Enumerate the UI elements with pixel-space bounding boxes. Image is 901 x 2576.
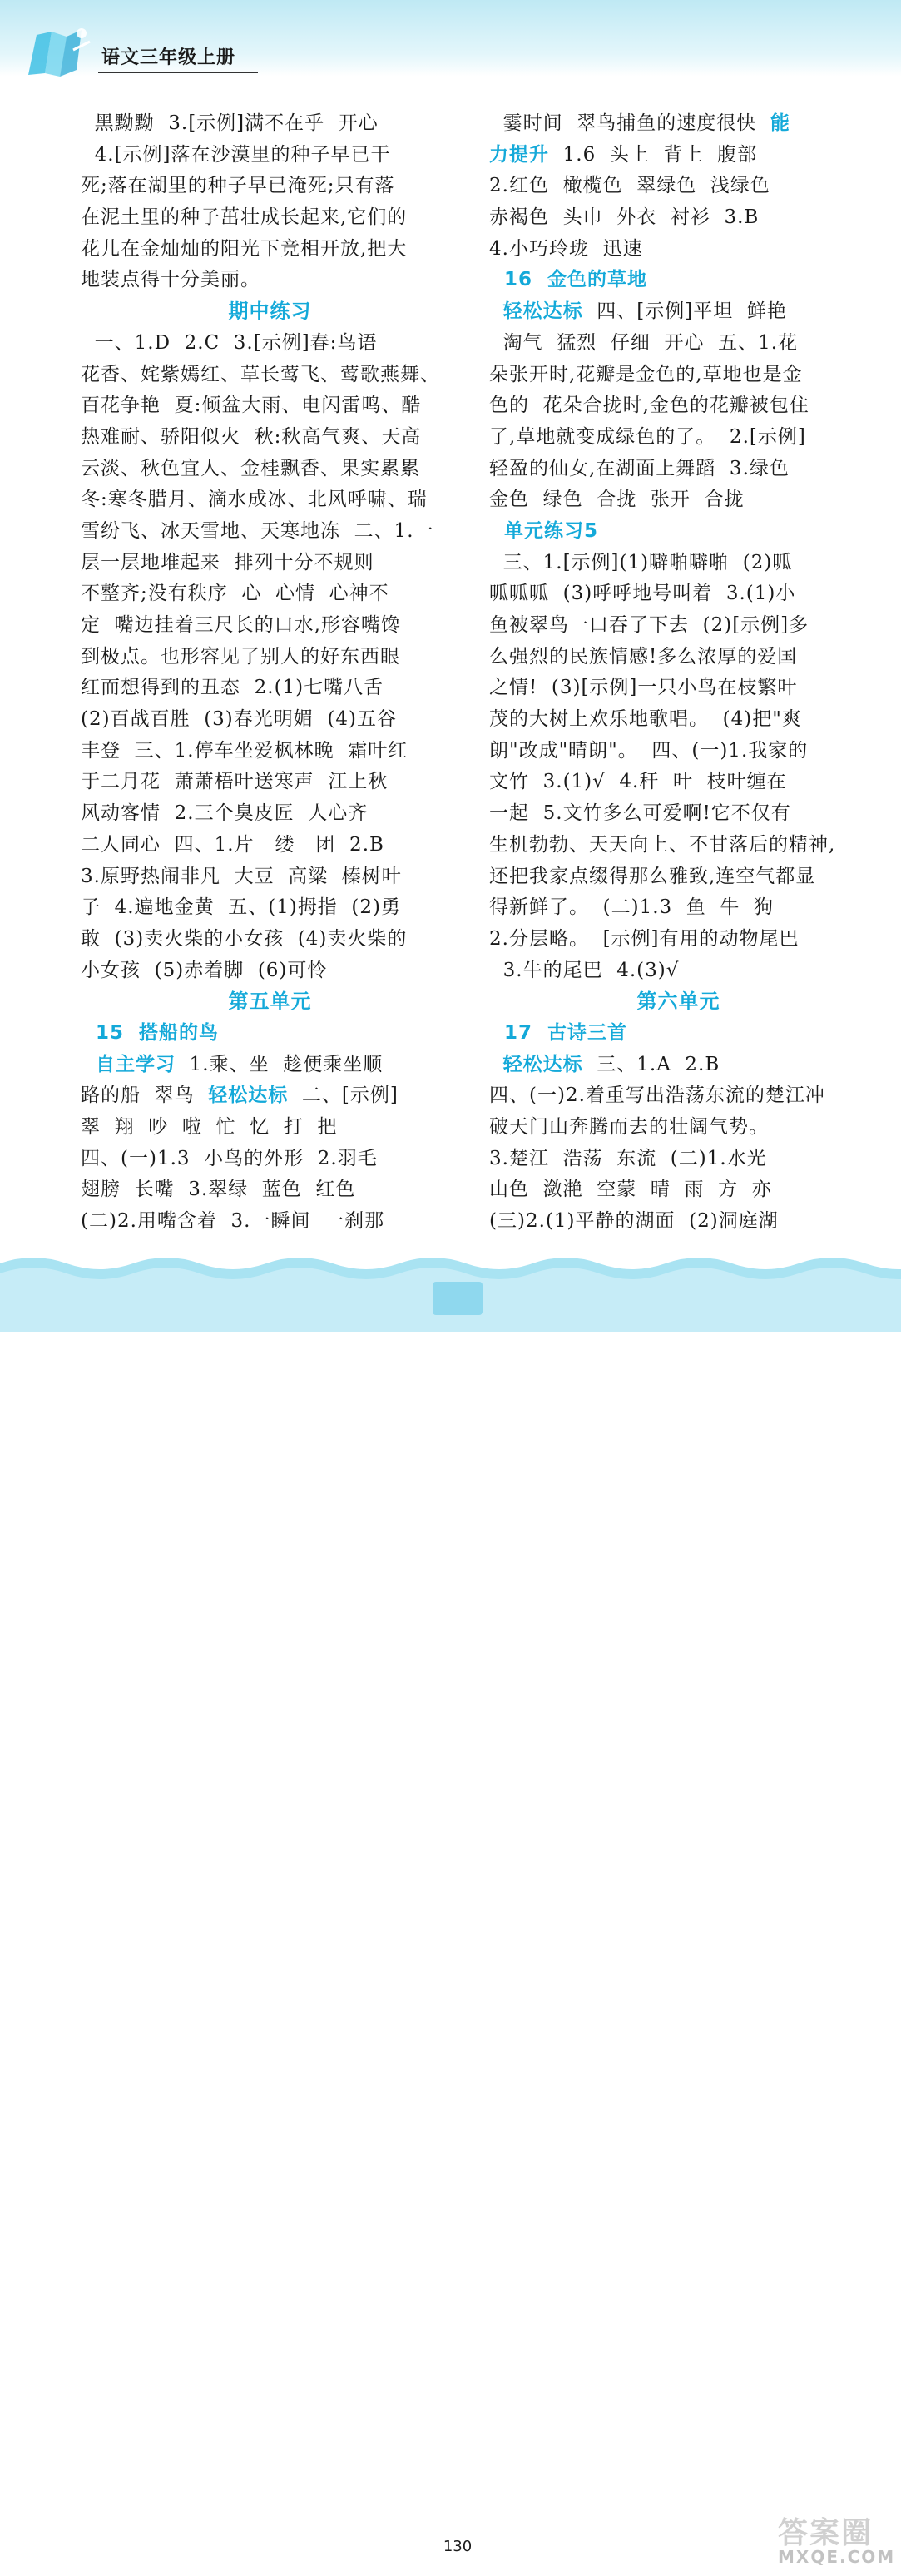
answer-line: 2.红色 橄榄色 翠绿色 浅绿色 bbox=[489, 175, 770, 197]
answer-line: 3.楚江 浩荡 东流 (二)1.水光 bbox=[489, 1147, 767, 1169]
answer-line: 山色 潋滟 空蒙 晴 雨 方 亦 bbox=[489, 1179, 772, 1201]
book-logo-icon bbox=[23, 25, 92, 83]
answer-line: (二)2.用嘴含着 3.一瞬间 一刹那 bbox=[81, 1210, 385, 1233]
answer-line: 红而想得到的丑态 2.(1)七嘴八舌 bbox=[81, 677, 384, 699]
answer-line: 之情! (3)[示例]一只小鸟在枝繁叶 bbox=[489, 677, 798, 699]
answer-line: 霎时间 翠鸟捕鱼的速度很快 能 bbox=[489, 112, 790, 134]
answer-line: 生机勃勃、天天向上、不甘落后的精神, bbox=[489, 833, 836, 856]
answer-line: 金色 绿色 合拢 张开 合拢 bbox=[489, 489, 745, 511]
subsection-label: 轻松达标 bbox=[502, 300, 583, 323]
answer-line: (三)2.(1)平静的湖面 (2)洞庭湖 bbox=[489, 1210, 779, 1233]
answer-line: 于二月花 萧萧梧叶送寒声 江上秋 bbox=[81, 771, 389, 793]
answer-line: 力提升 1.6 头上 背上 腹部 bbox=[489, 143, 758, 166]
answer-line: 层一层地堆起来 排列十分不规则 bbox=[81, 551, 374, 573]
answer-line: 还把我家点缀得那么雅致,连空气都显 bbox=[489, 865, 816, 887]
section-heading: 第五单元 bbox=[228, 990, 312, 1014]
answer-line: 定 嘴边挂着三尺长的口水,形容嘴馋 bbox=[81, 614, 401, 636]
answer-line: 冬:寒冬腊月、滴水成冰、北风呼啸、瑞 bbox=[81, 489, 428, 511]
section-heading: 第六单元 bbox=[636, 990, 720, 1014]
lesson-heading: 16 金色的草地 bbox=[489, 269, 648, 291]
right-column bbox=[489, 108, 868, 1238]
answer-line: 么强烈的民族情感!多么浓厚的爱国 bbox=[489, 645, 798, 668]
answer-line: 一、1.D 2.C 3.[示例]春:鸟语 bbox=[81, 331, 378, 354]
answer-line: 轻松达标 四、[示例]平坦 鲜艳 bbox=[502, 300, 787, 323]
answer-line: 色的 花朵合拢时,金色的花瓣被包住 bbox=[489, 395, 809, 417]
subsection-label: 力提升 bbox=[489, 143, 549, 166]
answer-line: 花香、姹紫嫣红、草长莺飞、莺歌燕舞、 bbox=[81, 363, 440, 385]
answer-line: 4.小巧玲珑 迅速 bbox=[489, 237, 643, 260]
answer-line: 鱼被翠鸟一口吞了下去 (2)[示例]多 bbox=[489, 614, 809, 636]
subsection-label: 轻松达标 bbox=[502, 1053, 583, 1075]
answer-line: 淘气 猛烈 仔细 开心 五、1.花 bbox=[489, 331, 799, 354]
answer-line: 轻盈的仙女,在湖面上舞蹈 3.绿色 bbox=[489, 457, 790, 479]
answer-line: 小女孩 (5)赤着脚 (6)可怜 bbox=[81, 959, 328, 981]
answer-line: 3.原野热闹非凡 大豆 高粱 榛树叶 bbox=[81, 865, 402, 887]
subsection-label: 轻松达标 bbox=[208, 1085, 289, 1107]
answer-line: 死;落在湖里的种子早已淹死;只有落 bbox=[81, 175, 395, 197]
answer-line: (2)百战百胜 (3)春光明媚 (4)五谷 bbox=[81, 708, 397, 731]
section-heading: 期中练习 bbox=[228, 300, 312, 324]
book-title: 语文三年级上册 bbox=[101, 47, 236, 68]
answer-line: 三、1.[示例](1)噼啪噼啪 (2)呱 bbox=[489, 551, 793, 573]
page-header bbox=[0, 0, 901, 100]
answer-line: 朗"改成"晴朗"。 四、(一)1.我家的 bbox=[489, 739, 809, 762]
page-number: 130 bbox=[443, 2538, 473, 2555]
answer-line: 在泥土里的种子茁壮成长起来,它们的 bbox=[81, 206, 408, 229]
answer-line: 翠 翔 吵 啦 忙 忆 打 把 bbox=[81, 1116, 338, 1138]
watermark-logo bbox=[778, 2509, 894, 2576]
watermark-text-top: 答案圈 bbox=[778, 2516, 874, 2550]
answer-line: 2.分层略。 [示例]有用的动物尾巴 bbox=[489, 927, 800, 950]
answer-line: 破天门山奔腾而去的壮阔气势。 bbox=[489, 1116, 769, 1138]
answer-line: 3.牛的尾巴 4.(3)√ bbox=[489, 959, 680, 981]
answer-line: 子 4.遍地金黄 五、(1)拇指 (2)勇 bbox=[81, 896, 401, 919]
answer-line: 赤褐色 头巾 外衣 衬衫 3.B bbox=[489, 206, 760, 229]
subsection-label: 自主学习 bbox=[81, 1053, 176, 1075]
answer-line: 黑黝黝 3.[示例]满不在乎 开心 bbox=[81, 112, 379, 134]
answer-line: 云淡、秋色宜人、金桂飘香、果实累累 bbox=[81, 457, 420, 479]
lesson-heading: 单元练习5 bbox=[489, 519, 599, 542]
answer-line: 了,草地就变成绿色的了。 2.[示例] bbox=[489, 425, 806, 448]
page-footer bbox=[0, 1248, 901, 2567]
answer-line: 风动客情 2.三个臭皮匠 人心齐 bbox=[81, 802, 369, 825]
answer-line: 翅膀 长嘴 3.翠绿 蓝色 红色 bbox=[81, 1179, 356, 1201]
footer-wave bbox=[0, 1248, 901, 1332]
answer-line: 敢 (3)卖火柴的小女孩 (4)卖火柴的 bbox=[81, 927, 408, 950]
answer-line: 花儿在金灿灿的阳光下竞相开放,把大 bbox=[81, 237, 408, 260]
answer-line: 四、(一)2.着重写出浩荡东流的楚江冲 bbox=[489, 1085, 825, 1107]
answer-line: 茂的大树上欢乐地歌唱。 (4)把"爽 bbox=[489, 708, 802, 731]
answer-line: 丰登 三、1.停车坐爱枫林晚 霜叶红 bbox=[81, 739, 408, 762]
answer-line: 4.[示例]落在沙漠里的种子早已干 bbox=[81, 143, 391, 166]
answer-line: 呱呱呱 (3)呼呼地号叫着 3.(1)小 bbox=[489, 583, 796, 605]
answer-line: 到极点。也形容见了别人的好东西眼 bbox=[81, 645, 400, 668]
watermark-text-bottom: MXQE.COM bbox=[778, 2547, 896, 2567]
answer-line: 一起 5.文竹多么可爱啊!它不仅有 bbox=[489, 802, 791, 825]
subsection-label: 能 bbox=[770, 112, 790, 134]
answer-line: 二人同心 四、1.片 缕 团 2.B bbox=[81, 833, 384, 856]
left-column bbox=[81, 108, 459, 1238]
answer-line: 地装点得十分美丽。 bbox=[81, 269, 260, 291]
lesson-heading: 17 古诗三首 bbox=[489, 1021, 628, 1044]
answer-line: 百花争艳 夏:倾盆大雨、电闪雷鸣、酷 bbox=[81, 395, 422, 417]
lesson-heading: 15 搭船的鸟 bbox=[81, 1021, 220, 1044]
answer-line: 不整齐;没有秩序 心 心情 心神不 bbox=[81, 583, 389, 605]
answer-line: 热难耐、骄阳似火 秋:秋高气爽、天高 bbox=[81, 425, 422, 448]
answer-line: 四、(一)1.3 小鸟的外形 2.羽毛 bbox=[81, 1147, 378, 1169]
answer-line: 文竹 3.(1)√ 4.秆 叶 枝叶缠在 bbox=[489, 771, 787, 793]
answer-line: 路的船 翠鸟 轻松达标 二、[示例] bbox=[81, 1085, 399, 1107]
answer-line: 朵张开时,花瓣是金色的,草地也是金 bbox=[489, 363, 803, 385]
answer-line: 自主学习 1.乘、坐 趁便乘坐顺 bbox=[81, 1053, 384, 1075]
answer-line: 轻松达标 三、1.A 2.B bbox=[502, 1053, 720, 1075]
answer-line: 得新鲜了。 (二)1.3 鱼 牛 狗 bbox=[489, 896, 775, 919]
title-underline bbox=[98, 72, 258, 73]
answer-line: 雪纷飞、冰天雪地、天寒地冻 二、1.一 bbox=[81, 519, 434, 542]
